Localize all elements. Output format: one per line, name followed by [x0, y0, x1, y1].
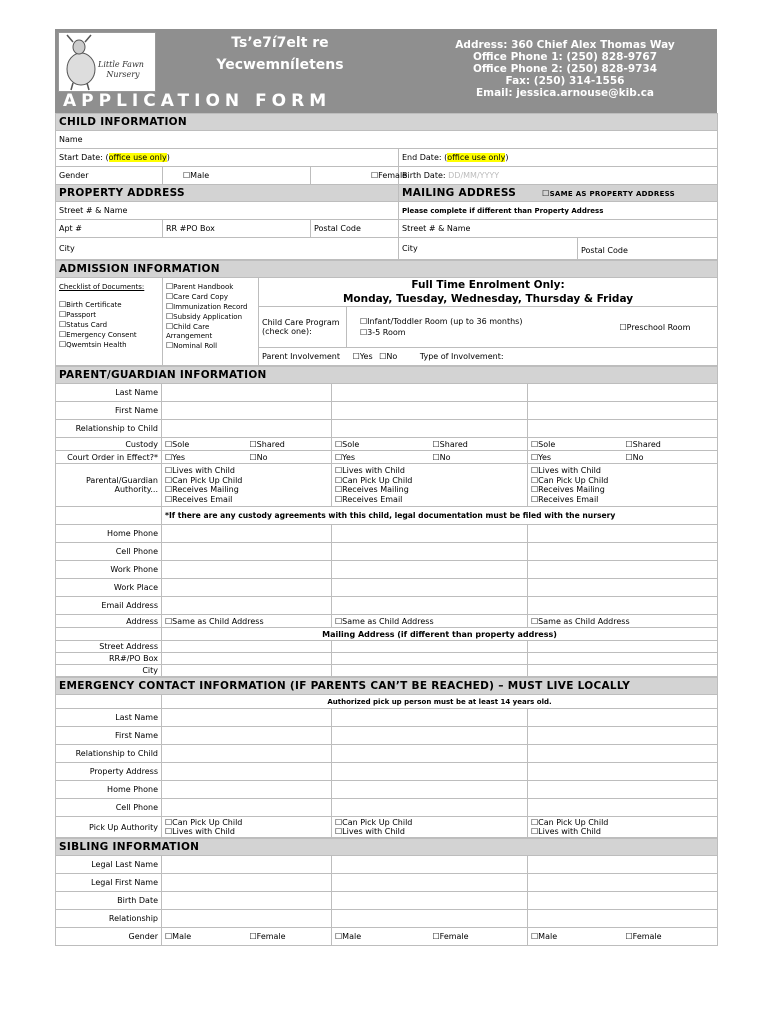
- program-options: [347, 307, 577, 348]
- org-name-line2: Yecwemníletens: [216, 57, 344, 73]
- parent1-last-name[interactable]: [162, 384, 332, 402]
- sibling3-first-name[interactable]: [528, 874, 718, 892]
- parent2-home-phone[interactable]: [332, 525, 528, 543]
- receives-email-checkbox[interactable]: ☐ Receives Email: [531, 495, 714, 505]
- svg-text:Little Fawn: Little Fawn: [98, 60, 144, 69]
- custody-sole-checkbox[interactable]: ☐ Sole: [162, 438, 247, 451]
- lives-with-child-checkbox[interactable]: ☐ Lives with Child: [335, 827, 524, 837]
- checklist-right: [163, 278, 259, 366]
- mailing-postal-field[interactable]: Postal Code: [578, 238, 718, 260]
- parent1-rr[interactable]: [162, 653, 332, 665]
- sibling2-relationship[interactable]: [332, 910, 528, 928]
- section-mailing-address: MAILING ADDRESS ☐ SAME AS PROPERTY ADDRESS: [399, 185, 718, 202]
- contact3-last-name[interactable]: [528, 709, 718, 727]
- custody-note: *If there are any custody agreements with this child, legal documentation must be filed with the nursery: [162, 507, 718, 525]
- birth-date-field[interactable]: Birth Date: DD/MM/YYYY: [399, 167, 718, 185]
- contact1-first-name[interactable]: [162, 727, 332, 745]
- fulltime-enrolment: Full Time Enrolment Only: Monday, Tuesday, Wednesday, Thursday & Friday: [259, 278, 718, 307]
- parent3-first-name[interactable]: [528, 402, 718, 420]
- parent1-email[interactable]: [162, 597, 332, 615]
- preschool-room-cell: [577, 307, 718, 348]
- contact1-last-name[interactable]: [162, 709, 332, 727]
- custody-label: Custody: [56, 438, 162, 451]
- can-pick-up-checkbox[interactable]: ☐ Can Pick Up Child: [335, 476, 524, 486]
- sibling-female-checkbox[interactable]: ☐ Female: [623, 928, 718, 946]
- contact3-property[interactable]: [528, 763, 718, 781]
- same-as-child-checkbox[interactable]: ☐ Same as Child Address: [332, 615, 528, 628]
- checklist-item[interactable]: ☐ Parent Handbook: [166, 282, 255, 292]
- checklist-item[interactable]: ☐ Passport: [59, 310, 159, 320]
- parent2-last-name[interactable]: [332, 384, 528, 402]
- infant-room-checkbox[interactable]: ☐ Infant/Toddler Room (up to 36 months): [350, 316, 574, 327]
- contact1-property[interactable]: [162, 763, 332, 781]
- home-phone-label: Home Phone: [56, 525, 162, 543]
- can-pick-up-checkbox[interactable]: ☐ Can Pick Up Child: [165, 476, 328, 486]
- rr-po-box-field[interactable]: RR #PO Box: [163, 220, 311, 238]
- parent2-first-name[interactable]: [332, 402, 528, 420]
- parent-table: [55, 366, 718, 677]
- parent-first-name-label: First Name: [56, 402, 162, 420]
- parent2-street[interactable]: [332, 641, 528, 653]
- sibling-female-checkbox[interactable]: ☐ Female: [247, 928, 332, 946]
- contact3-relationship[interactable]: [528, 745, 718, 763]
- parent1-work-place[interactable]: [162, 579, 332, 597]
- parent1-first-name[interactable]: [162, 402, 332, 420]
- parent3-email[interactable]: [528, 597, 718, 615]
- sibling3-birth-date[interactable]: [528, 892, 718, 910]
- section-sibling-information: SIBLING INFORMATION: [56, 839, 718, 856]
- custody-sole-checkbox[interactable]: ☐ Sole: [528, 438, 623, 451]
- parent3-city[interactable]: [528, 665, 718, 677]
- court-order-label: Court Order in Effect?*: [56, 451, 162, 464]
- parent-involvement-row: Parent Involvement ☐ Yes ☐ No Type of Involvement:: [259, 348, 718, 366]
- apt-field[interactable]: Apt #: [56, 220, 163, 238]
- sibling-gender-label: Gender: [56, 928, 162, 946]
- fax-line: Fax: (250) 314-1556: [505, 75, 625, 87]
- start-date-field[interactable]: Start Date: (office use only): [56, 149, 399, 167]
- nursery-logo: [58, 32, 156, 92]
- sibling3-relationship[interactable]: [528, 910, 718, 928]
- emergency-relationship-label: Relationship to Child: [56, 745, 162, 763]
- sibling-male-checkbox[interactable]: ☐ Male: [332, 928, 430, 946]
- checklist-item[interactable]: ☐ Qwemtsin Health: [59, 340, 159, 350]
- pickup-authority-label: Pick Up Authority: [56, 817, 162, 838]
- court-no-checkbox[interactable]: ☐ No: [247, 451, 332, 464]
- contact2-last-name[interactable]: [332, 709, 528, 727]
- court-yes-checkbox[interactable]: ☐ Yes: [528, 451, 623, 464]
- sibling1-relationship[interactable]: [162, 910, 332, 928]
- contact1-pickup: [162, 817, 332, 838]
- lives-with-child-checkbox[interactable]: ☐ Lives with Child: [531, 466, 714, 476]
- parent2-work-place[interactable]: [332, 579, 528, 597]
- contact3-cell-phone[interactable]: [528, 799, 718, 817]
- same-as-child-checkbox[interactable]: ☐ Same as Child Address: [528, 615, 718, 628]
- checklist-item[interactable]: ☐ Nominal Roll: [166, 341, 255, 351]
- section-emergency-contact: EMERGENCY CONTACT INFORMATION (IF PARENTS CAN’T BE REACHED) – MUST LIVE LOCALLY: [56, 678, 718, 695]
- contact2-pickup: [332, 817, 528, 838]
- parent3-rr[interactable]: [528, 653, 718, 665]
- child-name-field[interactable]: Name: [56, 131, 718, 149]
- legal-last-name-label: Legal Last Name: [56, 856, 162, 874]
- address-label: Address: [56, 615, 162, 628]
- sibling3-last-name[interactable]: [528, 856, 718, 874]
- street-address-label: Street Address: [56, 641, 162, 653]
- mailing-city-field[interactable]: City: [399, 238, 578, 260]
- svg-text:Nursery: Nursery: [106, 70, 140, 79]
- checklist-item[interactable]: ☐ Status Card: [59, 320, 159, 330]
- room-3-5-checkbox[interactable]: ☐ 3-5 Room: [350, 327, 574, 338]
- sibling2-first-name[interactable]: [332, 874, 528, 892]
- parent1-street[interactable]: [162, 641, 332, 653]
- can-pick-up-checkbox[interactable]: ☐ Can Pick Up Child: [531, 476, 714, 486]
- mailing-address-note: Mailing Address (if different than property address): [162, 628, 718, 641]
- same-as-property-checkbox[interactable]: ☐ SAME AS PROPERTY ADDRESS: [542, 190, 675, 198]
- parent1-cell-phone[interactable]: [162, 543, 332, 561]
- address-line: Address: 360 Chief Alex Thomas Way: [455, 39, 675, 51]
- emergency-cell-phone-label: Cell Phone: [56, 799, 162, 817]
- contact2-relationship[interactable]: [332, 745, 528, 763]
- cell-phone-label: Cell Phone: [56, 543, 162, 561]
- checklist-item[interactable]: ☐ Immunization Record: [166, 302, 251, 312]
- gender-female-checkbox[interactable]: ☐ Female: [311, 167, 399, 185]
- sibling1-last-name[interactable]: [162, 856, 332, 874]
- child-info-table: [55, 113, 718, 260]
- emergency-note: Authorized pick up person must be at least 14 years old.: [162, 695, 718, 709]
- gender-label: Gender: [56, 167, 163, 185]
- emergency-property-label: Property Address: [56, 763, 162, 781]
- contact2-home-phone[interactable]: [332, 781, 528, 799]
- parent3-work-phone[interactable]: [528, 561, 718, 579]
- gender-male-checkbox[interactable]: ☐ Male: [163, 167, 311, 185]
- contact3-home-phone[interactable]: [528, 781, 718, 799]
- section-child-information: CHILD INFORMATION: [56, 114, 718, 131]
- end-date-field[interactable]: End Date: (office use only): [399, 149, 718, 167]
- same-as-child-checkbox[interactable]: ☐ Same as Child Address: [162, 615, 332, 628]
- contact3-pickup: [528, 817, 718, 838]
- sibling-birth-date-label: Birth Date: [56, 892, 162, 910]
- postal-code-field[interactable]: Postal Code: [311, 220, 399, 238]
- can-pick-up-checkbox[interactable]: ☐ Can Pick Up Child: [165, 818, 328, 828]
- lives-with-child-checkbox[interactable]: ☐ Lives with Child: [335, 466, 524, 476]
- authority-label: Parental/Guardian Authority...: [56, 464, 162, 507]
- parent3-street[interactable]: [528, 641, 718, 653]
- section-parent-information: PARENT/GUARDIAN INFORMATION: [56, 367, 718, 384]
- parent2-rr[interactable]: [332, 653, 528, 665]
- parent2-relationship[interactable]: [332, 420, 528, 438]
- custody-shared-checkbox[interactable]: ☐ Shared: [247, 438, 332, 451]
- email-label: Email Address: [56, 597, 162, 615]
- contact2-cell-phone[interactable]: [332, 799, 528, 817]
- involvement-no-checkbox[interactable]: ☐ No: [379, 352, 397, 361]
- mailing-street-field[interactable]: Street # & Name: [399, 220, 718, 238]
- receives-mailing-checkbox[interactable]: ☐ Receives Mailing: [531, 485, 714, 495]
- sibling-relationship-label: Relationship: [56, 910, 162, 928]
- receives-mailing-checkbox[interactable]: ☐ Receives Mailing: [165, 485, 328, 495]
- work-phone-label: Work Phone: [56, 561, 162, 579]
- sibling2-birth-date[interactable]: [332, 892, 528, 910]
- emergency-table: [55, 677, 718, 838]
- court-no-checkbox[interactable]: ☐ No: [623, 451, 718, 464]
- contact-info: [415, 39, 715, 99]
- contact3-first-name[interactable]: [528, 727, 718, 745]
- form-title: APPLICATION FORM: [63, 91, 332, 111]
- sibling2-last-name[interactable]: [332, 856, 528, 874]
- admission-table: [55, 260, 718, 366]
- legal-first-name-label: Legal First Name: [56, 874, 162, 892]
- sibling-male-checkbox[interactable]: ☐ Male: [528, 928, 623, 946]
- parent1-authority: [162, 464, 332, 507]
- email-line: Email: jessica.arnouse@kib.ca: [475, 87, 655, 99]
- phone2-line: Office Phone 2: (250) 828-9734: [472, 63, 658, 75]
- parent3-relationship[interactable]: [528, 420, 718, 438]
- parent3-last-name[interactable]: [528, 384, 718, 402]
- property-street-field[interactable]: Street # & Name: [56, 202, 399, 220]
- contact1-relationship[interactable]: [162, 745, 332, 763]
- phone1-line: Office Phone 1: (250) 828-9767: [472, 51, 658, 63]
- checklist-item[interactable]: ☐ Child Care Arrangement: [166, 322, 251, 341]
- lives-with-child-checkbox[interactable]: ☐ Lives with Child: [165, 827, 328, 837]
- can-pick-up-checkbox[interactable]: ☐ Can Pick Up Child: [335, 818, 524, 828]
- parent1-relationship[interactable]: [162, 420, 332, 438]
- org-name-line1: Ts’e7í7elt re: [231, 35, 329, 51]
- preschool-room-checkbox[interactable]: ☐ Preschool Room: [620, 323, 691, 332]
- emergency-home-phone-label: Home Phone: [56, 781, 162, 799]
- court-yes-checkbox[interactable]: ☐ Yes: [162, 451, 247, 464]
- form-header: [55, 29, 717, 113]
- contact1-cell-phone[interactable]: [162, 799, 332, 817]
- parent2-city[interactable]: [332, 665, 528, 677]
- section-admission-information: ADMISSION INFORMATION: [56, 261, 718, 278]
- sibling1-first-name[interactable]: [162, 874, 332, 892]
- emergency-last-name-label: Last Name: [56, 709, 162, 727]
- parent1-city[interactable]: [162, 665, 332, 677]
- custody-shared-checkbox[interactable]: ☐ Shared: [623, 438, 718, 451]
- parent2-cell-phone[interactable]: [332, 543, 528, 561]
- parent1-work-phone[interactable]: [162, 561, 332, 579]
- application-form: [55, 29, 717, 946]
- custody-shared-checkbox[interactable]: ☐ Shared: [430, 438, 528, 451]
- parent3-home-phone[interactable]: [528, 525, 718, 543]
- court-yes-checkbox[interactable]: ☐ Yes: [332, 451, 430, 464]
- contact2-first-name[interactable]: [332, 727, 528, 745]
- parent3-work-place[interactable]: [528, 579, 718, 597]
- lives-with-child-checkbox[interactable]: ☐ Lives with Child: [165, 466, 328, 476]
- city-label: City: [56, 665, 162, 677]
- checklist-item[interactable]: ☐ Care Card Copy: [166, 292, 255, 302]
- checklist-item[interactable]: ☐ Birth Certificate: [59, 300, 159, 310]
- custody-sole-checkbox[interactable]: ☐ Sole: [332, 438, 430, 451]
- checklist-item[interactable]: ☐ Subsidy Application: [166, 312, 255, 322]
- mailing-complete-note: Please complete if different than Property Address: [399, 202, 718, 220]
- checklist-item[interactable]: ☐ Emergency Consent: [59, 330, 159, 340]
- contact1-home-phone[interactable]: [162, 781, 332, 799]
- checklist-left: Checklist of Documents: ☐ Birth Certificate ☐ Passport ☐ Status Card ☐ Emergency Consent ☐ Qwemtsin Health: [56, 278, 163, 366]
- parent3-cell-phone[interactable]: [528, 543, 718, 561]
- parent2-authority: [332, 464, 528, 507]
- receives-email-checkbox[interactable]: ☐ Receives Email: [165, 495, 328, 505]
- sibling1-birth-date[interactable]: [162, 892, 332, 910]
- sibling-male-checkbox[interactable]: ☐ Male: [162, 928, 247, 946]
- program-label: Child Care Program (check one):: [259, 307, 347, 348]
- receives-mailing-checkbox[interactable]: ☐ Receives Mailing: [335, 485, 524, 495]
- rr-po-box-label: RR#/PO Box: [56, 653, 162, 665]
- work-place-label: Work Place: [56, 579, 162, 597]
- emergency-first-name-label: First Name: [56, 727, 162, 745]
- lives-with-child-checkbox[interactable]: ☐ Lives with Child: [531, 827, 714, 837]
- involvement-yes-checkbox[interactable]: ☐ Yes: [353, 352, 373, 361]
- sibling-female-checkbox[interactable]: ☐ Female: [430, 928, 528, 946]
- parent-relationship-label: Relationship to Child: [56, 420, 162, 438]
- parent-last-name-label: Last Name: [56, 384, 162, 402]
- can-pick-up-checkbox[interactable]: ☐ Can Pick Up Child: [531, 818, 714, 828]
- parent2-work-phone[interactable]: [332, 561, 528, 579]
- type-involvement-field[interactable]: Type of Involvement:: [419, 352, 504, 361]
- court-no-checkbox[interactable]: ☐ No: [430, 451, 528, 464]
- property-city-field[interactable]: City: [56, 238, 399, 260]
- parent1-home-phone[interactable]: [162, 525, 332, 543]
- section-property-address: PROPERTY ADDRESS: [56, 185, 399, 202]
- contact2-property[interactable]: [332, 763, 528, 781]
- parent2-email[interactable]: [332, 597, 528, 615]
- sibling-table: [55, 838, 718, 946]
- receives-email-checkbox[interactable]: ☐ Receives Email: [335, 495, 524, 505]
- parent3-authority: [528, 464, 718, 507]
